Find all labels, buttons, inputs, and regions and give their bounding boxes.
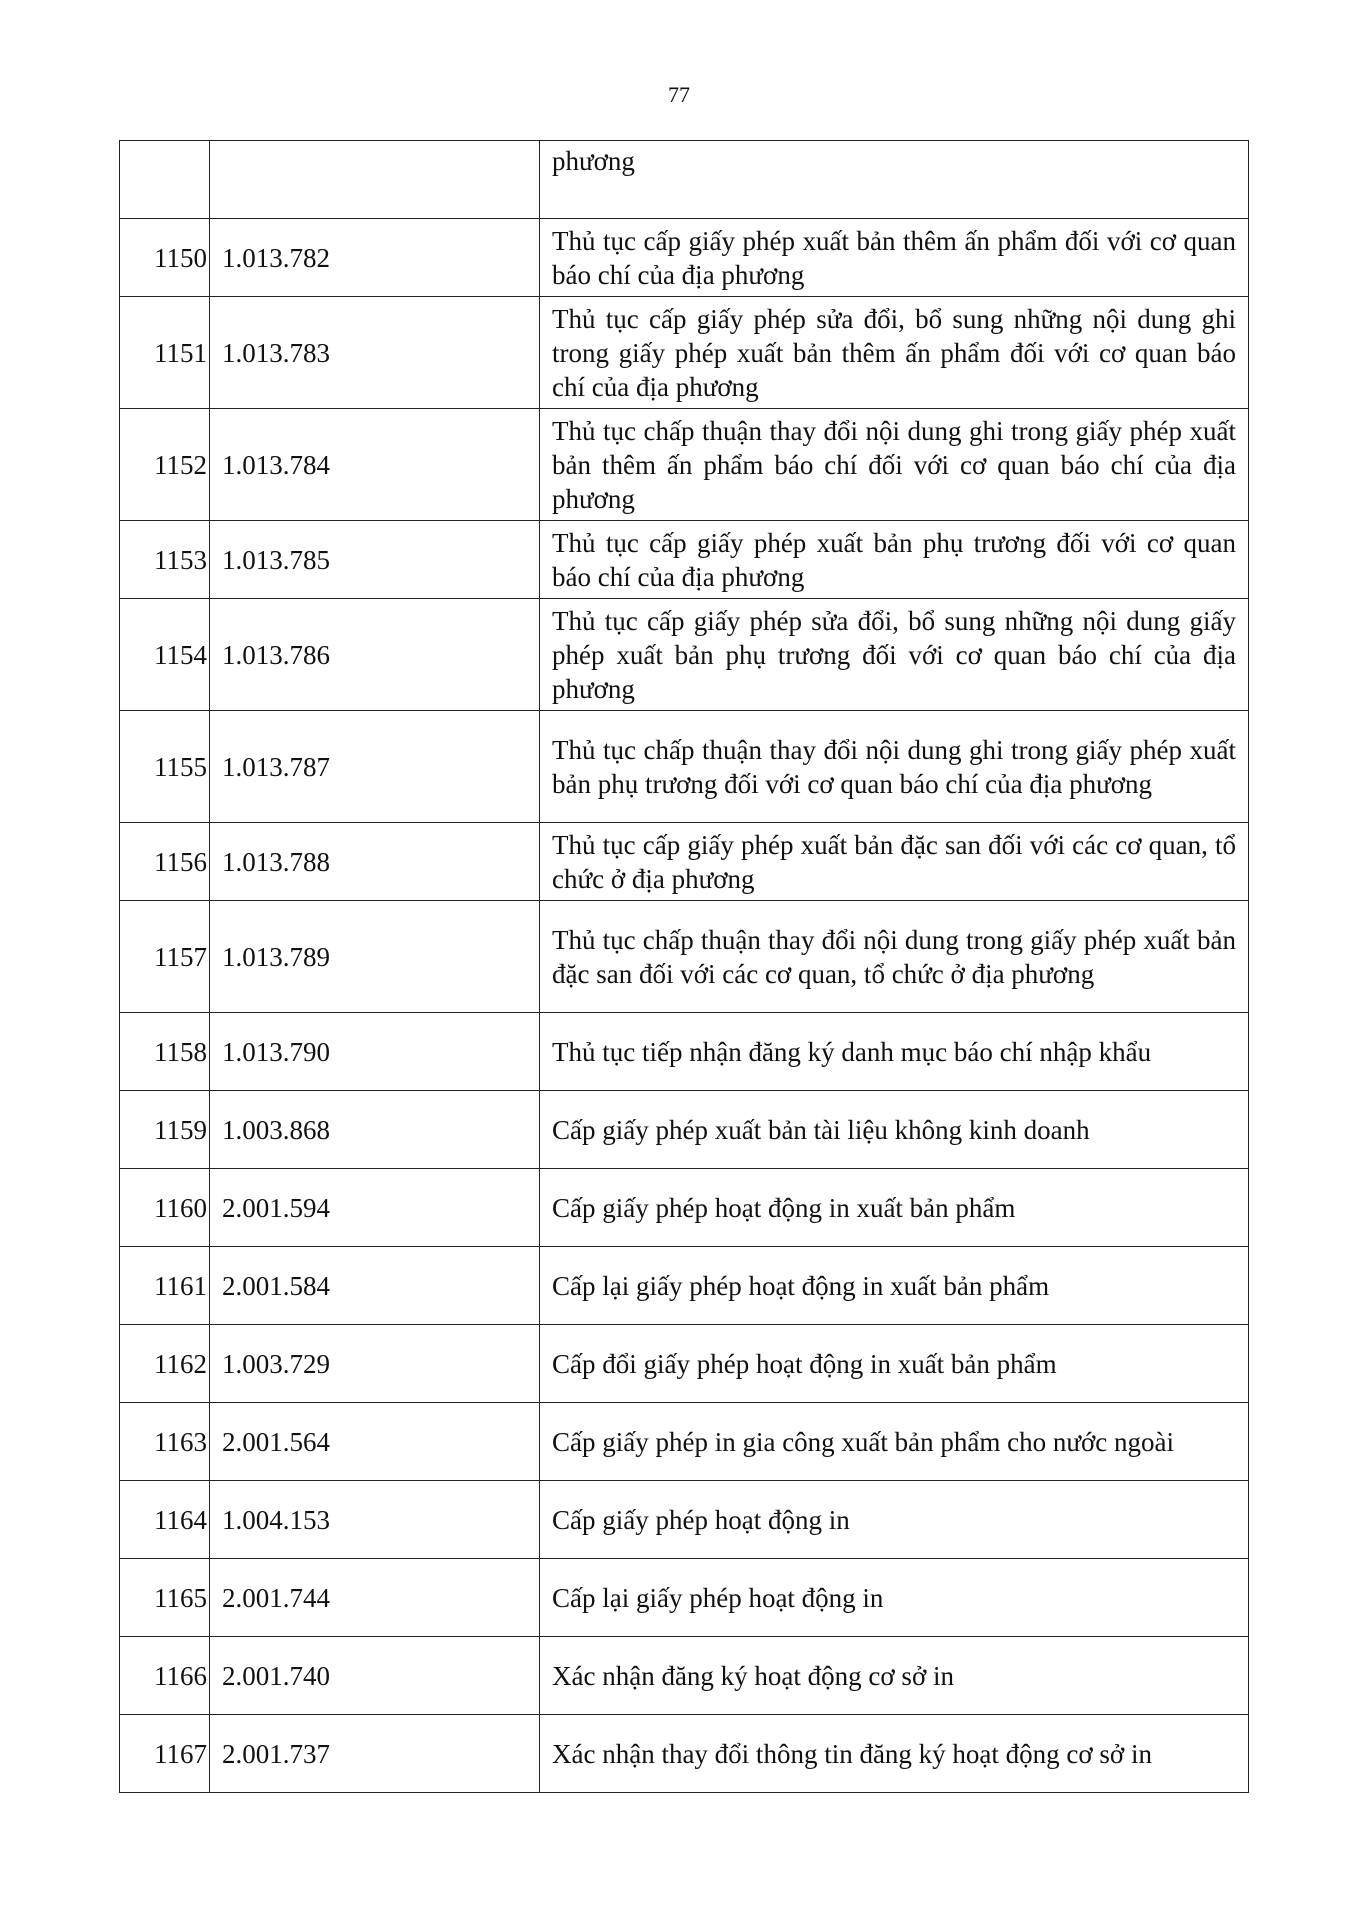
code-cell: 1.013.784 [210, 409, 540, 521]
procedure-name-cell: Cấp giấy phép xuất bản tài liệu không kinh doanh [540, 1091, 1249, 1169]
stt-cell: 1165 [120, 1559, 210, 1637]
stt-cell: 1152 [120, 409, 210, 521]
code-cell: 2.001.737 [210, 1715, 540, 1793]
code-cell: 1.003.729 [210, 1325, 540, 1403]
procedure-name-cell: Cấp giấy phép in gia công xuất bản phẩm cho nước ngoài [540, 1403, 1249, 1481]
stt-cell: 1166 [120, 1637, 210, 1715]
code-cell: 1.004.153 [210, 1481, 540, 1559]
table-row [120, 1481, 1249, 1559]
table-row-continuation [120, 141, 1249, 219]
stt-cell: 1151 [120, 297, 210, 409]
procedure-name-cell: Thủ tục cấp giấy phép xuất bản phụ trương đối với cơ quan báo chí của địa phương [540, 521, 1249, 599]
stt-cell [120, 141, 210, 219]
table-row [120, 711, 1249, 823]
table-row [120, 901, 1249, 1013]
procedure-name-cell: Thủ tục chấp thuận thay đổi nội dung ghi trong giấy phép xuất bản phụ trương đối với cơ quan báo chí của địa phương [540, 711, 1249, 823]
stt-cell: 1155 [120, 711, 210, 823]
procedure-name-cell: Thủ tục tiếp nhận đăng ký danh mục báo chí nhập khẩu [540, 1013, 1249, 1091]
code-cell: 1.003.868 [210, 1091, 540, 1169]
stt-cell: 1160 [120, 1169, 210, 1247]
code-cell: 2.001.584 [210, 1247, 540, 1325]
procedure-name-cell: Xác nhận thay đổi thông tin đăng ký hoạt động cơ sở in [540, 1715, 1249, 1793]
page-number: 77 [668, 82, 690, 107]
code-cell: 2.001.564 [210, 1403, 540, 1481]
table-row [120, 1637, 1249, 1715]
procedure-name-cell: Cấp lại giấy phép hoạt động in xuất bản phẩm [540, 1247, 1249, 1325]
stt-cell: 1161 [120, 1247, 210, 1325]
stt-cell: 1157 [120, 901, 210, 1013]
procedure-name-cell: Thủ tục cấp giấy phép xuất bản thêm ấn phẩm đối với cơ quan báo chí của địa phương [540, 219, 1249, 297]
table-row [120, 1403, 1249, 1481]
stt-cell: 1158 [120, 1013, 210, 1091]
stt-cell: 1162 [120, 1325, 210, 1403]
table-row [120, 1325, 1249, 1403]
procedure-name-cell: Xác nhận đăng ký hoạt động cơ sở in [540, 1637, 1249, 1715]
procedure-name-cell: Thủ tục chấp thuận thay đổi nội dung ghi trong giấy phép xuất bản thêm ấn phẩm báo chí đối với cơ quan báo chí của địa phương [540, 409, 1249, 521]
procedure-name-cell: Cấp lại giấy phép hoạt động in [540, 1559, 1249, 1637]
stt-cell: 1163 [120, 1403, 210, 1481]
code-cell: 1.013.785 [210, 521, 540, 599]
stt-cell: 1164 [120, 1481, 210, 1559]
procedure-name-cell: Cấp đổi giấy phép hoạt động in xuất bản phẩm [540, 1325, 1249, 1403]
code-cell: 1.013.790 [210, 1013, 540, 1091]
code-cell: 1.013.788 [210, 823, 540, 901]
procedure-name-cell: Thủ tục cấp giấy phép sửa đổi, bổ sung những nội dung ghi trong giấy phép xuất bản thêm ấn phẩm đối với cơ quan báo chí của địa phương [540, 297, 1249, 409]
code-cell: 1.013.786 [210, 599, 540, 711]
stt-cell: 1150 [120, 219, 210, 297]
stt-cell: 1156 [120, 823, 210, 901]
stt-cell: 1154 [120, 599, 210, 711]
code-cell: 2.001.594 [210, 1169, 540, 1247]
table-row [120, 1091, 1249, 1169]
procedure-name-cell: phương [540, 141, 1249, 219]
procedure-name-cell: Thủ tục cấp giấy phép sửa đổi, bổ sung những nội dung giấy phép xuất bản phụ trương đối với cơ quan báo chí của địa phương [540, 599, 1249, 711]
procedure-name-cell: Thủ tục chấp thuận thay đổi nội dung trong giấy phép xuất bản đặc san đối với các cơ quan, tổ chức ở địa phương [540, 901, 1249, 1013]
table-row [120, 1013, 1249, 1091]
table-row [120, 521, 1249, 599]
stt-cell: 1159 [120, 1091, 210, 1169]
code-cell [210, 141, 540, 219]
code-cell: 2.001.744 [210, 1559, 540, 1637]
code-cell: 1.013.789 [210, 901, 540, 1013]
code-cell: 2.001.740 [210, 1637, 540, 1715]
table-row [120, 1169, 1249, 1247]
stt-cell: 1153 [120, 521, 210, 599]
procedure-table [119, 140, 1249, 1793]
procedure-name-cell: Cấp giấy phép hoạt động in [540, 1481, 1249, 1559]
table-row [120, 599, 1249, 711]
code-cell: 1.013.787 [210, 711, 540, 823]
procedure-name-cell: Cấp giấy phép hoạt động in xuất bản phẩm [540, 1169, 1249, 1247]
table-row [120, 219, 1249, 297]
table-row [120, 823, 1249, 901]
code-cell: 1.013.782 [210, 219, 540, 297]
table-row [120, 1559, 1249, 1637]
table-row [120, 1247, 1249, 1325]
table-row [120, 297, 1249, 409]
procedure-name-cell: Thủ tục cấp giấy phép xuất bản đặc san đối với các cơ quan, tổ chức ở địa phương [540, 823, 1249, 901]
table-row [120, 409, 1249, 521]
code-cell: 1.013.783 [210, 297, 540, 409]
stt-cell: 1167 [120, 1715, 210, 1793]
table-row [120, 1715, 1249, 1793]
